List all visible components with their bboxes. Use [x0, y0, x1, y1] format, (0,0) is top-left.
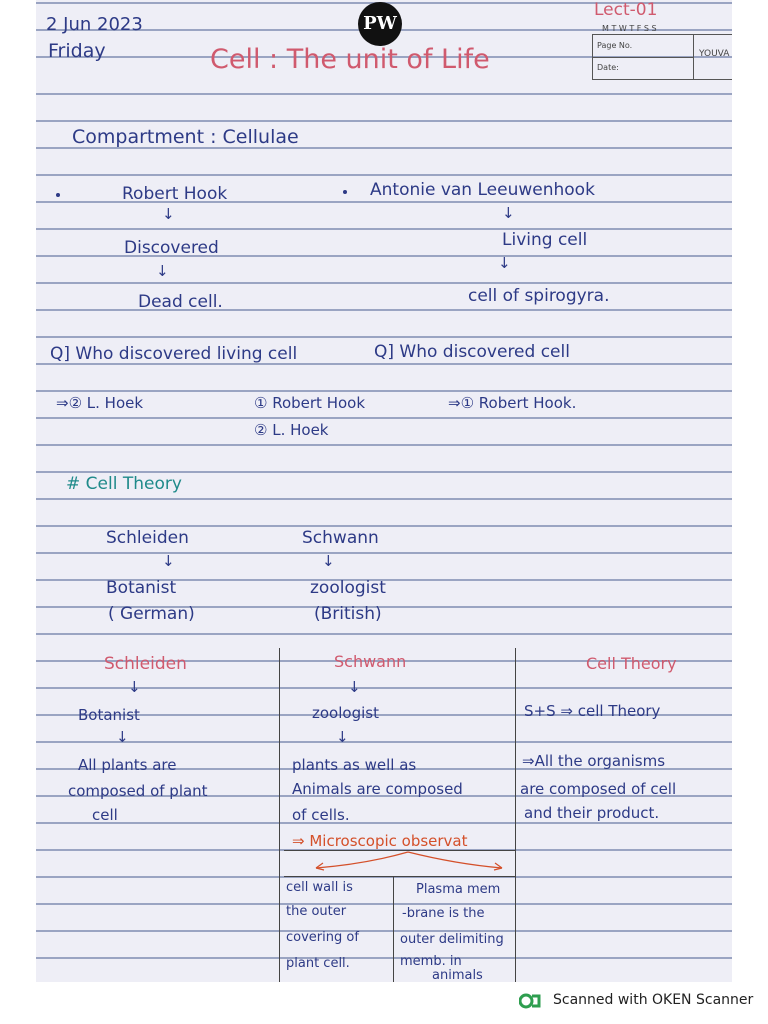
table-col2-line: of cells.: [292, 806, 350, 824]
hook-dead-cell: Dead cell.: [138, 292, 223, 312]
table-col2-right-line: -brane is the: [402, 906, 485, 921]
arrow: ↓: [502, 204, 515, 222]
leeuwenhoek-name: Antonie van Leeuwenhook: [370, 180, 595, 200]
arrow: ↓: [116, 728, 129, 746]
table-col2-line: Animals are composed: [292, 780, 463, 798]
schleiden-german: ( German): [108, 604, 195, 624]
bullet: [343, 190, 347, 194]
schwann-zoologist: zoologist: [310, 578, 386, 598]
bullet: [56, 193, 60, 197]
table-col3-line: and their product.: [524, 804, 660, 822]
hook-discovered: Discovered: [124, 238, 219, 258]
option-2: ② L. Hoek: [254, 421, 329, 439]
pw-logo: PW: [358, 2, 402, 46]
question-cell: Q] Who discovered cell: [374, 342, 570, 362]
table-col3-line: are composed of cell: [520, 780, 677, 798]
table-col1-head: Schleiden: [104, 654, 187, 674]
schleiden-botanist: Botanist: [106, 578, 177, 598]
table-col2-role: zoologist: [312, 704, 379, 722]
table-col3-role: S+S ⇒ cell Theory: [524, 702, 661, 720]
table-col2-right-line: outer delimiting: [400, 932, 504, 947]
answer-cell: ⇒① Robert Hook.: [448, 394, 577, 412]
arrow: ↓: [498, 254, 511, 272]
arrow: ↓: [322, 552, 335, 570]
table-col2-right-line: memb. in: [400, 954, 462, 969]
leeuwenhoek-living-cell: Living cell: [502, 230, 588, 250]
table-col1-line: cell: [92, 806, 118, 824]
table-col1-line: All plants are: [78, 756, 177, 774]
date-label: Date:: [597, 63, 619, 72]
page-title: Cell : The unit of Life: [210, 44, 490, 75]
table-col3-line: ⇒All the organisms: [522, 752, 666, 770]
table-col2-right-line: animals: [432, 968, 483, 982]
question-living-cell: Q] Who discovered living cell: [50, 344, 298, 364]
arrow: ↓: [348, 678, 361, 696]
compartment-line: Compartment : Cellulae: [72, 126, 299, 148]
arrow: ↓: [162, 552, 175, 570]
table-divider: [284, 876, 516, 877]
table-col2-head: Schwann: [334, 652, 407, 671]
page-no-label: Page No.: [597, 41, 633, 50]
table-col1-line: composed of plant: [68, 782, 208, 800]
scanner-watermark: Scanned with OKEN Scanner: [553, 992, 754, 1008]
answer-living-cell: ⇒② L. Hoek: [56, 394, 144, 412]
note-date: 2 Jun 2023: [46, 14, 143, 35]
arrow: ↓: [128, 678, 141, 696]
hook-name: Robert Hook: [122, 184, 228, 204]
schleiden-name: Schleiden: [106, 528, 189, 548]
page-info-box: [592, 34, 732, 80]
table-col2-microscopic: ⇒ Microscopic observat: [292, 832, 468, 850]
table-col2-line: plants as well as: [292, 756, 417, 774]
table-col3-head: Cell Theory: [586, 654, 677, 673]
brand-label: YOUVA: [699, 49, 730, 59]
arrow: ↓: [156, 262, 169, 280]
split-arrows: [306, 850, 510, 874]
table-col2-right-line: Plasma mem: [416, 882, 501, 897]
table-col2-left-line: covering of: [286, 930, 359, 945]
leeuwenhoek-spirogyra: cell of spirogyra.: [468, 286, 610, 306]
lecture-number: Lect-01: [594, 0, 658, 20]
schwann-british: (British): [314, 604, 382, 624]
table-col2-left-line: plant cell.: [286, 956, 350, 971]
table-col2-left-line: cell wall is: [286, 880, 353, 895]
note-day: Friday: [48, 40, 106, 62]
scanner-logo-icon: [519, 992, 541, 1010]
option-1: ① Robert Hook: [254, 394, 366, 412]
arrow: ↓: [336, 728, 349, 746]
table-col1-role: Botanist: [78, 706, 140, 724]
table-col2-left-line: the outer: [286, 904, 347, 919]
schwann-name: Schwann: [302, 528, 379, 548]
arrow: ↓: [162, 205, 175, 223]
notebook-page: [36, 0, 732, 982]
table-divider: [279, 648, 280, 982]
table-divider: [515, 648, 516, 982]
weekday-strip: M T W T F S S: [602, 24, 657, 33]
table-divider: [393, 876, 394, 982]
cell-theory-heading: # Cell Theory: [66, 474, 182, 494]
